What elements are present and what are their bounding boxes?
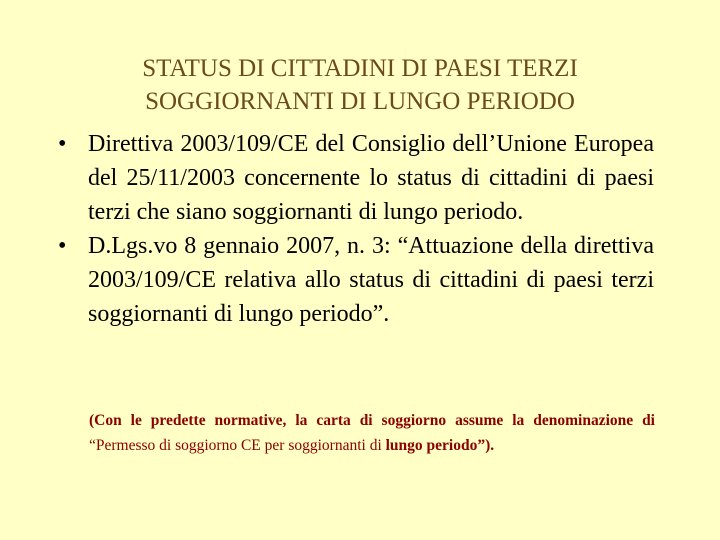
- title-line-2: SOGGIORNANTI DI LUNGO PERIODO: [145, 88, 575, 115]
- title-line-1: STATUS DI CITTADINI DI PAESI TERZI: [142, 55, 578, 82]
- note-part-3: lungo periodo”).: [381, 437, 495, 454]
- slide-title: [60, 52, 660, 118]
- note-part-2: “Permesso di soggiorno CE per soggiornanti di: [89, 437, 382, 454]
- note-part-1: (Con le predette normative, la carta di soggiorno assume la denominazione di: [89, 412, 655, 429]
- note-paragraph: [89, 408, 655, 458]
- bullet-text: D.Lgs.vo 8 gennaio 2007, n. 3: “Attuazione della direttiva 2003/109/CE relativa allo status di cittadini di paesi terzi soggiornanti di lungo periodo”.: [88, 233, 654, 327]
- bullet-item: [56, 127, 654, 229]
- bullet-text: Direttiva 2003/109/CE del Consiglio dell’Unione Europea del 25/11/2003 concernente lo status di cittadini di paesi terzi che siano soggiornanti di lungo periodo.: [88, 131, 654, 225]
- bullet-marker: •: [58, 233, 67, 259]
- bullet-marker: •: [58, 131, 67, 157]
- bullet-list: [56, 127, 654, 331]
- bullet-item: [56, 229, 654, 331]
